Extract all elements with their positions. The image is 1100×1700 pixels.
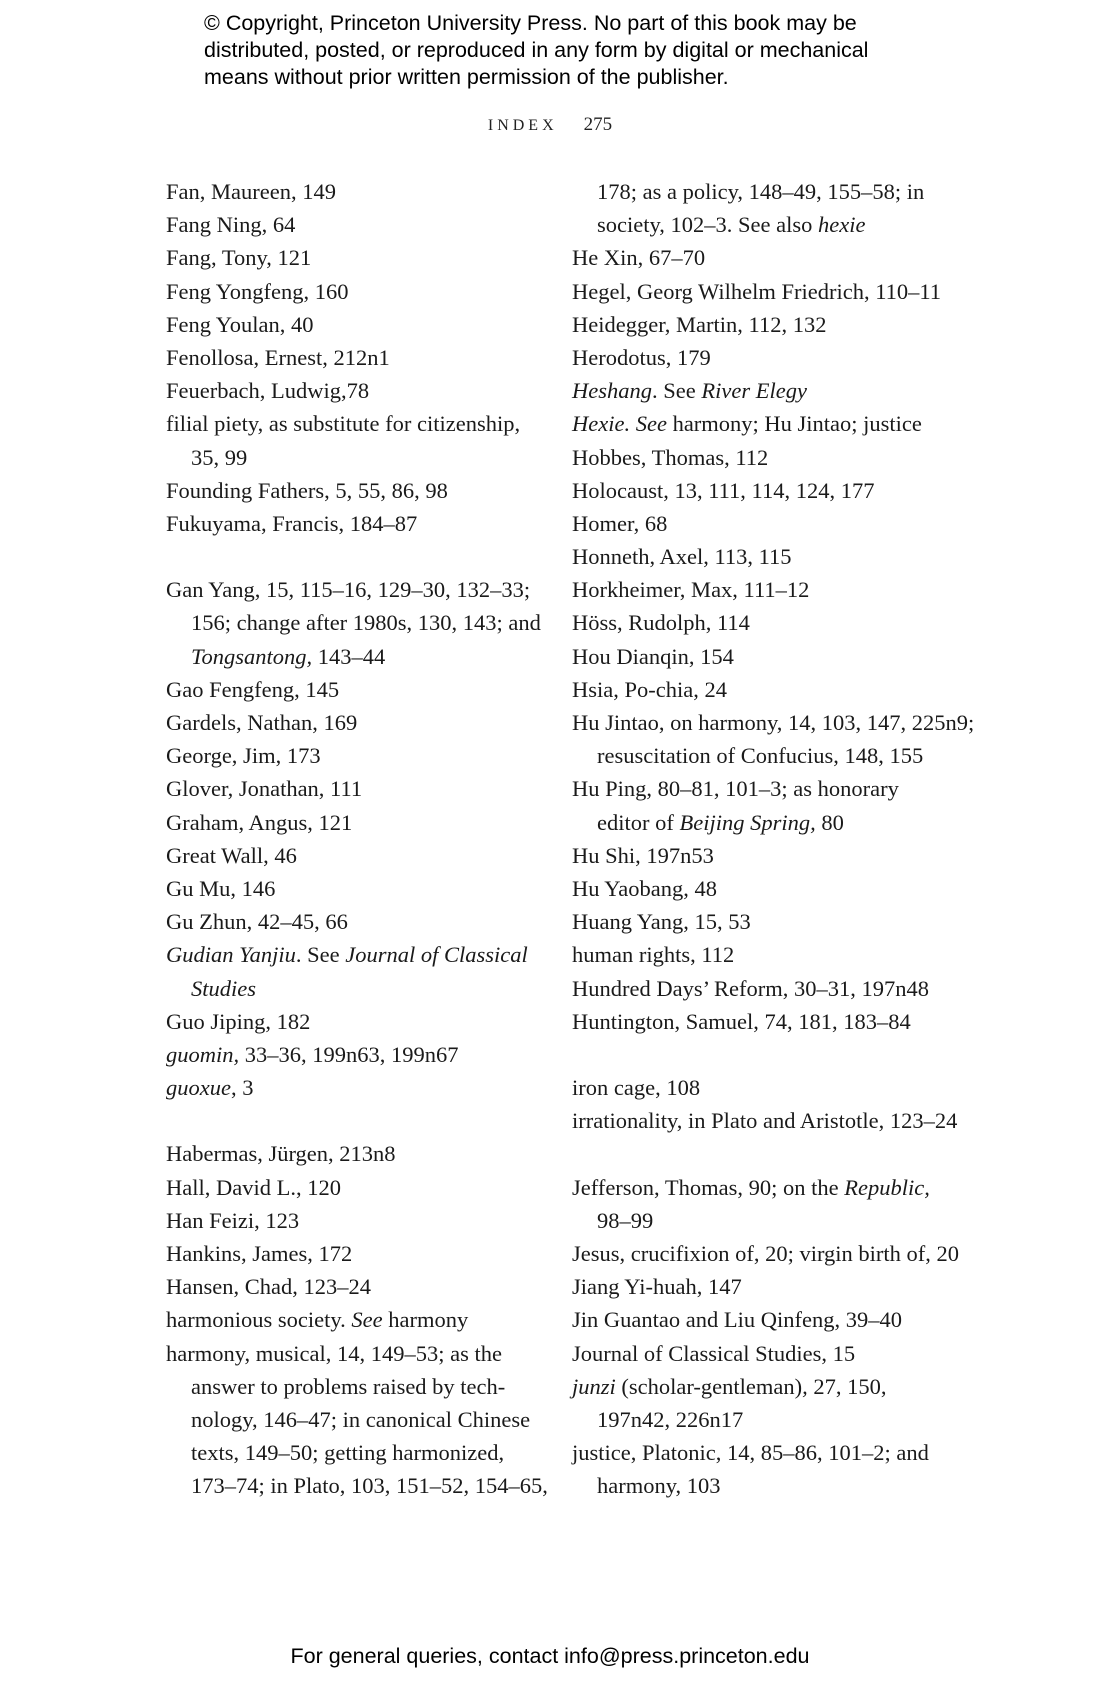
entry-text: Feuerbach, Ludwig,78 <box>166 378 370 404</box>
entry-text: guomin, <box>166 1041 240 1067</box>
entry-text: River Elegy <box>701 378 807 404</box>
index-entry <box>166 938 546 971</box>
entry-text: Hu Ping, 80–81, 101–3; as honorary <box>572 776 899 802</box>
entry-text: Fenollosa, Ernest, 212n1 <box>166 344 390 370</box>
index-entry <box>166 1270 546 1303</box>
index-entry-continuation <box>166 1403 546 1436</box>
index-entry <box>166 806 546 839</box>
entry-text: He Xin, 67–70 <box>572 245 706 271</box>
entry-text: Horkheimer, Max, 111–12 <box>572 577 810 603</box>
index-entry <box>166 1237 546 1270</box>
index-entry <box>572 441 952 474</box>
entry-text: 33–36, 199n63, 199n67 <box>239 1041 459 1067</box>
entry-text: Fan, Maureen, 149 <box>166 179 336 204</box>
copyright-line: distributed, posted, or reproduced in any form by digital or mechanical <box>204 38 869 62</box>
entry-text: texts, 149–50; getting harmonized, <box>191 1440 505 1466</box>
entry-text: Heshang <box>572 378 652 404</box>
index-entry <box>166 1071 546 1104</box>
entry-text: Hobbes, Thomas, 112 <box>572 444 769 470</box>
index-entry <box>166 1337 546 1370</box>
entry-text: harmony, 103 <box>597 1473 721 1499</box>
entry-text: guoxue <box>166 1075 231 1101</box>
index-entry <box>166 208 546 241</box>
index-entry <box>572 1071 952 1104</box>
entry-text: 173–74; in Plato, 103, 151–52, 154–65, <box>191 1473 548 1499</box>
index-entry-continuation <box>572 739 952 772</box>
entry-text: hexie <box>818 212 866 238</box>
entry-text: Herodotus, 179 <box>572 344 711 370</box>
entry-gap <box>166 1104 546 1137</box>
index-entry <box>166 706 546 739</box>
index-entry <box>166 241 546 274</box>
index-entry <box>572 474 952 507</box>
index-entry <box>572 275 952 308</box>
entry-text: Holocaust, 13, 111, 114, 124, 177 <box>572 477 875 503</box>
index-entry-continuation <box>166 1469 546 1502</box>
index-entry-continuation <box>166 1370 546 1403</box>
entry-text: Fang, Tony, 121 <box>166 245 312 271</box>
index-entry <box>166 308 546 341</box>
entry-text: Heidegger, Martin, 112, 132 <box>572 311 827 337</box>
index-entry <box>572 341 952 374</box>
index-entry <box>166 1303 546 1336</box>
index-entry <box>166 341 546 374</box>
entry-text: Han Feizi, 123 <box>166 1207 300 1233</box>
index-entry <box>166 175 546 208</box>
index-entry <box>572 1237 960 1270</box>
entry-text: George, Jim, 173 <box>166 743 321 769</box>
index-entry-continuation <box>166 606 546 639</box>
entry-text: Honneth, Axel, 113, 115 <box>572 544 792 570</box>
index-entry <box>166 739 546 772</box>
index-entry <box>572 1171 952 1204</box>
entry-text: harmony, musical, 14, 149–53; as the <box>166 1340 502 1366</box>
entry-text: Habermas, Jürgen, 213n8 <box>166 1141 396 1167</box>
footer-contact: For general queries, contact info@press.princeton.edu <box>290 1644 810 1668</box>
index-entry <box>166 872 546 905</box>
entry-text: Hall, David L., 120 <box>166 1174 341 1200</box>
index-entry <box>166 772 546 805</box>
index-entry <box>572 905 952 938</box>
index-entry-continuation <box>166 1436 546 1469</box>
index-entry <box>166 1204 546 1237</box>
index-entry <box>572 640 952 673</box>
index-entry-continuation <box>572 1469 952 1502</box>
index-entry-continuation <box>572 1403 952 1436</box>
entry-text: Hu Shi, 197n53 <box>572 842 714 868</box>
index-entry <box>572 1303 952 1336</box>
entry-text: harmony; Hu Jintao; justice <box>666 411 922 437</box>
index-entry <box>166 407 546 440</box>
index-entry <box>572 407 952 440</box>
entry-text: 98–99 <box>597 1207 654 1233</box>
entry-text: Huang Yang, 15, 53 <box>572 909 751 935</box>
entry-text: 80 <box>815 809 844 835</box>
index-entry <box>572 1270 952 1303</box>
entry-text: Beijing Spring, <box>679 809 816 835</box>
index-entry <box>166 839 546 872</box>
index-column-right <box>572 175 975 1503</box>
index-entry <box>572 241 952 274</box>
entry-text: Great Wall, 46 <box>166 842 297 868</box>
index-entry <box>166 573 546 606</box>
index-entry <box>572 772 952 805</box>
entry-text: Gardels, Nathan, 169 <box>166 710 358 735</box>
entry-text: Jiang Yi-huah, 147 <box>572 1274 742 1300</box>
index-entry <box>572 872 952 905</box>
entry-text: answer to problems raised by tech- <box>191 1373 506 1399</box>
index-entry <box>166 474 546 507</box>
entry-text: 156; change after 1980s, 130, 143; and <box>191 610 541 636</box>
index-entry <box>572 1104 958 1137</box>
index-entry <box>166 1005 546 1038</box>
entry-gap <box>166 540 546 573</box>
entry-text: Hexie. See <box>572 411 667 437</box>
index-entry <box>166 905 546 938</box>
entry-text: Fang Ning, 64 <box>166 212 296 238</box>
index-entry-continuation <box>166 640 546 673</box>
entry-text: resuscitation of Confucius, 148, 155 <box>597 743 924 769</box>
entry-text: Gan Yang, 15, 115–16, 129–30, 132–33; <box>166 577 531 603</box>
index-entry-continuation <box>572 1204 952 1237</box>
section-label: INDEX <box>487 117 558 134</box>
index-entry <box>166 275 546 308</box>
entry-text: Hu Yaobang, 48 <box>572 875 718 901</box>
index-entry <box>572 1337 952 1370</box>
entry-text: harmonious society. <box>166 1307 352 1333</box>
entry-text: Fukuyama, Francis, 184–87 <box>166 510 418 536</box>
entry-text: justice, Platonic, 14, 85–86, 101–2; and <box>572 1440 929 1466</box>
entry-text: See <box>351 1307 383 1333</box>
entry-text: Founding Fathers, 5, 55, 86, 98 <box>166 477 448 503</box>
entry-text: Jin Guantao and Liu Qinfeng, 39–40 <box>572 1307 902 1333</box>
entry-text: Republic, <box>844 1174 930 1200</box>
entry-gap <box>572 1137 952 1170</box>
index-entry <box>572 540 952 573</box>
index-entry-continuation <box>572 806 952 839</box>
index-entry <box>166 1137 546 1170</box>
entry-text: . See <box>652 378 702 404</box>
entry-gap <box>572 1038 952 1071</box>
entry-text: Hu Jintao, on harmony, 14, 103, 147, 225n9; <box>572 710 975 735</box>
entry-text: Studies <box>191 975 256 1001</box>
entry-text: Gudian Yanjiu <box>166 942 296 968</box>
entry-text: Feng Youlan, 40 <box>166 311 314 337</box>
entry-text: Journal of Classical <box>345 942 528 968</box>
entry-text: filial piety, as substitute for citizenship, <box>166 411 521 437</box>
index-entry <box>166 673 546 706</box>
copyright-line: © Copyright, Princeton University Press. No part of this book may be <box>204 11 857 35</box>
index-entry <box>572 1370 952 1403</box>
index-entry-continuation <box>572 175 952 208</box>
index-entry <box>572 1005 952 1038</box>
index-column-left <box>166 175 546 1503</box>
entry-text: , 3 <box>230 1075 254 1101</box>
copyright-line: means without prior written permission of the publisher. <box>204 65 729 89</box>
entry-text: Höss, Rudolph, 114 <box>572 610 750 636</box>
index-entry <box>572 308 952 341</box>
entry-text: 143–44 <box>312 643 386 669</box>
entry-text: Hou Dianqin, 154 <box>572 643 734 669</box>
entry-text: Gao Fengfeng, 145 <box>166 676 340 702</box>
index-entry <box>572 374 952 407</box>
entry-text: junzi <box>572 1373 616 1399</box>
entry-text: Guo Jiping, 182 <box>166 1008 311 1034</box>
entry-text: harmony <box>382 1307 469 1333</box>
entry-text: Jesus, crucifixion of, 20; virgin birth of, 20 <box>572 1241 960 1266</box>
entry-text: iron cage, 108 <box>572 1075 701 1101</box>
index-entry <box>572 1436 952 1469</box>
entry-text: Homer, 68 <box>572 510 668 536</box>
entry-text: Journal of Classical Studies, 15 <box>572 1340 856 1366</box>
running-head <box>0 114 1100 136</box>
entry-text: irrationality, in Plato and Aristotle, 123–24 <box>572 1108 958 1134</box>
entry-text: Hegel, Georg Wilhelm Friedrich, 110–11 <box>572 278 942 304</box>
index-entry <box>166 1171 546 1204</box>
entry-text: Hankins, James, 172 <box>166 1241 353 1266</box>
entry-text: Hansen, Chad, 123–24 <box>166 1274 371 1300</box>
entry-text: 35, 99 <box>191 444 248 470</box>
index-entry <box>572 573 952 606</box>
index-entry <box>572 673 952 706</box>
index-entry <box>572 839 952 872</box>
entry-text: Jefferson, Thomas, 90; on the <box>572 1174 845 1200</box>
entry-text: Hsia, Po-chia, 24 <box>572 676 727 702</box>
entry-text: human rights, 112 <box>572 942 735 968</box>
index-entry-continuation <box>166 972 546 1005</box>
entry-text: Feng Yongfeng, 160 <box>166 278 349 304</box>
entry-text: , <box>802 1373 808 1399</box>
entry-text: 178; as a policy, 148–49, 155–58; in <box>597 179 925 204</box>
entry-text: Glover, Jonathan, 111 <box>166 776 363 802</box>
index-entry-continuation <box>166 441 546 474</box>
index-entry <box>166 374 546 407</box>
entry-text: society, 102–3. See also <box>597 212 819 238</box>
index-entry <box>572 938 952 971</box>
entry-text: nology, 146–47; in canonical Chinese <box>191 1406 531 1432</box>
index-entry <box>572 606 952 639</box>
entry-text: 197n42, 226n17 <box>597 1406 744 1432</box>
index-entry <box>572 706 975 739</box>
entry-text: Gu Mu, 146 <box>166 875 276 901</box>
index-entry <box>572 507 952 540</box>
entry-text: 27, 150, <box>807 1373 887 1399</box>
entry-text: Graham, Angus, 121 <box>166 809 353 835</box>
index-entry <box>166 507 546 540</box>
entry-text: (scholar-gentleman) <box>615 1373 803 1399</box>
entry-text: Gu Zhun, 42–45, 66 <box>166 909 348 935</box>
index-entry <box>166 1038 546 1071</box>
index-entry <box>572 972 952 1005</box>
page-number: 275 <box>583 114 613 135</box>
copyright-notice <box>204 10 964 91</box>
entry-text: Tongsantong, <box>191 643 313 669</box>
entry-text: editor of <box>597 809 680 835</box>
index-entry-continuation <box>572 208 952 241</box>
entry-text: Hundred Days’ Reform, 30–31, 197n48 <box>572 975 930 1001</box>
entry-text: Huntington, Samuel, 74, 181, 183–84 <box>572 1008 911 1034</box>
entry-text: . See <box>295 942 346 968</box>
